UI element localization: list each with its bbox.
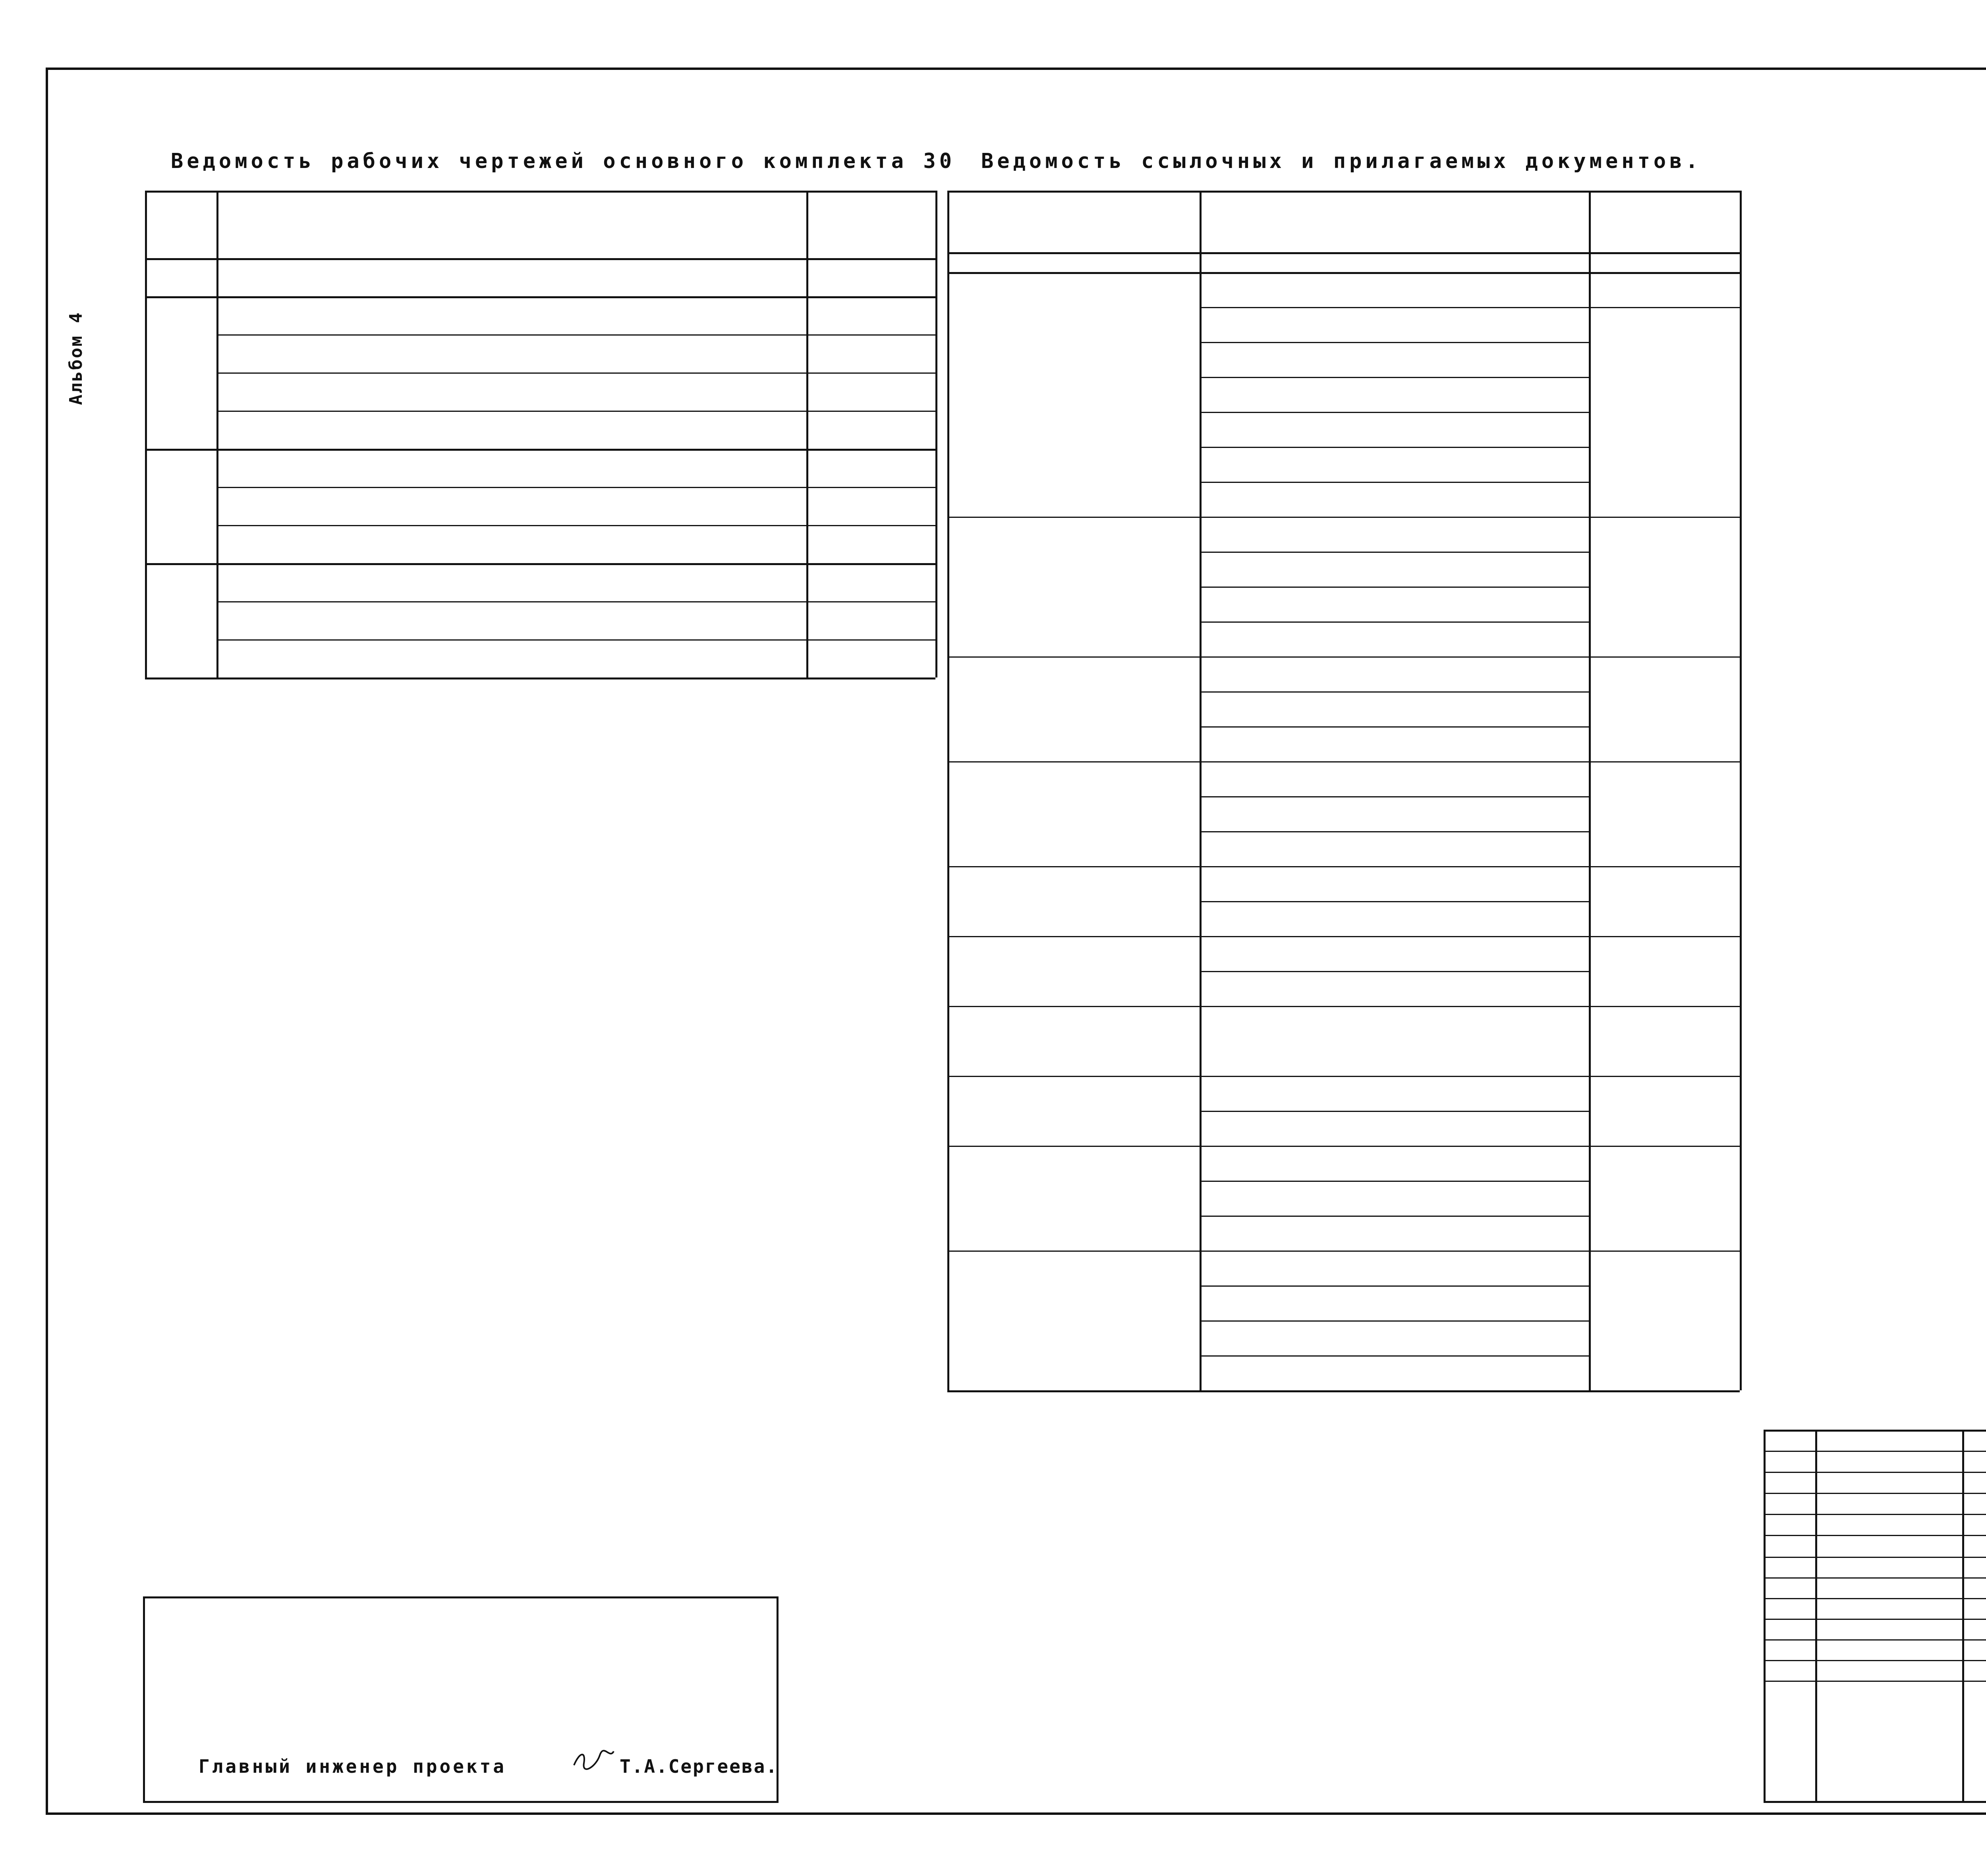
sheet-note-rule: [806, 449, 935, 450]
docs-row-rule: [947, 761, 1740, 762]
engineer-name: Т.А.Сергеева.: [620, 1756, 779, 1777]
sheet-note-rule: [806, 601, 935, 602]
stamp-grid-rule: [1764, 1451, 1986, 1452]
sheet-line-rule: [216, 411, 806, 412]
sheet-note-rule: [806, 487, 935, 488]
stamp-grid-rule: [1764, 1493, 1986, 1494]
sheet-note-rule: [806, 372, 935, 374]
stamp-column-rule: [1815, 1430, 1817, 1803]
docs-row-rule: [947, 1076, 1740, 1077]
docs-line-rule: [1200, 621, 1589, 623]
docs-line-rule: [1200, 377, 1589, 378]
stamp-grid-rule: [1764, 1557, 1986, 1558]
docs-title: Ведомость ссылочных и прилагаемых документов.: [981, 149, 1702, 173]
stamp-grid-rule: [1764, 1535, 1986, 1536]
docs-header-rule: [947, 252, 1740, 254]
docs-row-rule: [947, 1006, 1740, 1007]
engineer-label: Главный инженер проекта: [199, 1756, 506, 1777]
docs-line-rule: [1200, 796, 1589, 797]
stamp-grid-rule: [1764, 1598, 1986, 1599]
docs-line-rule: [1200, 691, 1589, 693]
engineer-signature: [572, 1747, 616, 1771]
sheet-line-rule: [216, 525, 806, 526]
sheet-note-rule: [806, 639, 935, 641]
docs-line-rule: [1200, 971, 1589, 972]
docs-line-rule: [1200, 412, 1589, 413]
sheet-column-rule: [935, 191, 937, 677]
sheet-table-border: [145, 191, 935, 193]
docs-column-rule: [1200, 191, 1202, 1390]
drawing-frame: [46, 68, 1986, 1815]
docs-line-rule: [1200, 307, 1740, 308]
sheet-note-rule: [806, 525, 935, 526]
docs-line-rule: [1200, 1111, 1589, 1112]
docs-line-rule: [1200, 1216, 1589, 1217]
stamp-grid-rule: [1764, 1577, 1986, 1579]
docs-table-border: [947, 191, 1740, 193]
sheet-note-rule: [806, 411, 935, 412]
docs-line-rule: [1200, 342, 1589, 343]
sheet-line-rule: [216, 487, 806, 488]
sheet-list-title: Ведомость рабочих чертежей основного комплекта 30: [171, 149, 956, 173]
sheet-header-rule: [145, 258, 935, 260]
stamp-column-rule: [1962, 1430, 1964, 1803]
sheet-line-rule: [216, 334, 806, 336]
sheet-line-rule: [216, 372, 806, 374]
docs-table-border: [947, 1390, 1740, 1392]
docs-row-rule: [947, 936, 1740, 937]
sheet-note-rule: [806, 563, 935, 564]
docs-column-rule: [1589, 191, 1591, 1390]
docs-column-rule: [947, 191, 949, 1390]
docs-line-rule: [1200, 726, 1589, 728]
docs-line-rule: [1200, 1181, 1589, 1182]
sheet-column-rule: [806, 191, 808, 677]
docs-line-rule: [1200, 552, 1589, 553]
docs-row-rule: [947, 866, 1740, 867]
docs-row-rule: [947, 517, 1740, 518]
sheet-column-rule: [216, 191, 218, 677]
docs-line-rule: [1200, 901, 1589, 902]
stamp-border: [1764, 1430, 1986, 1803]
sheet-note-rule: [806, 296, 935, 297]
docs-line-rule: [1200, 1355, 1589, 1357]
sheet-line-rule: [216, 601, 806, 602]
sheet-note-rule: [806, 334, 935, 336]
docs-num-rule: [947, 272, 1740, 274]
docs-line-rule: [1200, 482, 1589, 483]
docs-row-rule: [947, 1251, 1740, 1252]
docs-line-rule: [1200, 1285, 1589, 1287]
sheet-column-rule: [145, 191, 147, 677]
sheet-table-border: [145, 677, 935, 679]
docs-column-rule: [1740, 191, 1742, 1390]
docs-line-rule: [1200, 587, 1589, 588]
stamp-grid-rule: [1764, 1619, 1986, 1620]
stamp-grid-rule: [1764, 1660, 1986, 1661]
docs-line-rule: [1200, 831, 1589, 832]
stamp-grid-rule: [1764, 1639, 1986, 1641]
stamp-grid-rule: [1764, 1472, 1986, 1473]
docs-row-rule: [947, 656, 1740, 658]
stamp-grid-rule: [1764, 1681, 1986, 1682]
docs-line-rule: [1200, 447, 1589, 448]
sheet-line-rule: [216, 639, 806, 641]
docs-line-rule: [1200, 1320, 1589, 1322]
album-side-label: Альбом 4: [66, 311, 86, 405]
stamp-grid-rule: [1764, 1514, 1986, 1515]
docs-row-rule: [947, 1146, 1740, 1147]
